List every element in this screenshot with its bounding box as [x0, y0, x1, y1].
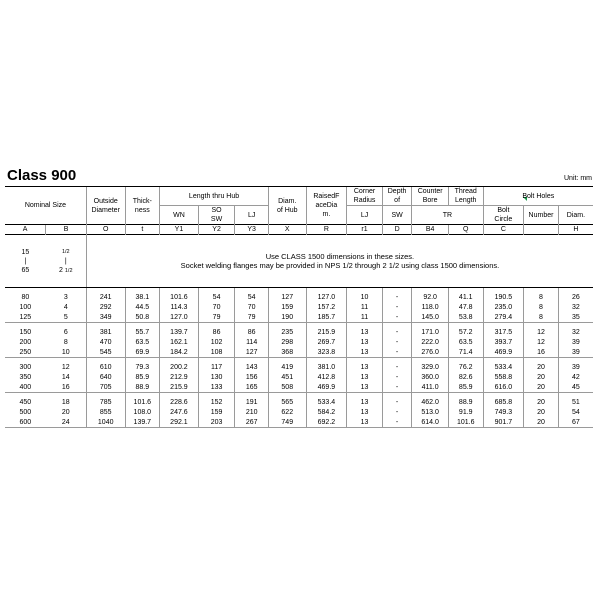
table-cell: 133 [198, 382, 235, 393]
header-wn: WN [160, 206, 199, 225]
table-cell: 114.3 [160, 302, 199, 312]
table-cell: 584.2 [306, 407, 347, 417]
table-cell: 20 [524, 393, 559, 408]
table-cell: 235 [268, 323, 306, 338]
table-row [5, 347, 593, 358]
letter-cell: Y3 [235, 225, 269, 235]
table-cell: - [382, 337, 412, 347]
table-cell: - [382, 372, 412, 382]
table-cell: 470 [86, 337, 125, 347]
table-cell: 279.4 [483, 312, 524, 323]
table-cell: - [382, 393, 412, 408]
table-cell: 145.0 [412, 312, 449, 323]
table-cell: - [382, 288, 412, 303]
table-cell: 228.6 [160, 393, 199, 408]
letter-cell: D [382, 225, 412, 235]
table-cell: 785 [86, 393, 125, 408]
letter-cell: Y1 [160, 225, 199, 235]
table-cell: 292 [86, 302, 125, 312]
table-row [5, 372, 593, 382]
table-cell: 39 [558, 337, 593, 347]
table-cell: 16 [524, 347, 559, 358]
table-cell: 614.0 [412, 417, 449, 428]
table-cell: 13 [347, 382, 383, 393]
table-cell: 171.0 [412, 323, 449, 338]
table-cell: 156 [235, 372, 269, 382]
table-cell: 8 [524, 302, 559, 312]
table-cell: 92.0 [412, 288, 449, 303]
table-cell: 63.5 [125, 337, 160, 347]
table-cell: 3 [63, 293, 68, 301]
table-cell: 127 [268, 288, 306, 303]
table-cell: 20 [61, 408, 70, 416]
table-row [5, 302, 593, 312]
table-cell: 117 [198, 358, 235, 373]
dimension-table [5, 186, 593, 428]
table-cell: 63.5 [448, 337, 483, 347]
table-row [5, 323, 593, 338]
table-cell: 127 [235, 347, 269, 358]
table-cell: 469.9 [306, 382, 347, 393]
header-corner-radius: Corner Radius [347, 187, 383, 206]
table-cell: 400 [5, 382, 46, 393]
table-cell: 298 [268, 337, 306, 347]
table-cell: 12 [61, 363, 70, 371]
table-cell: 13 [347, 407, 383, 417]
table-cell: 162.1 [160, 337, 199, 347]
header-number: Number [524, 206, 559, 225]
table-cell: 71.4 [448, 347, 483, 358]
table-cell: 32 [558, 302, 593, 312]
table-cell: 88.9 [448, 393, 483, 408]
letter-cell: H [558, 225, 593, 235]
table-cell: 855 [86, 407, 125, 417]
table-cell: 11 [347, 302, 383, 312]
special-a-cell: 15 | 65 [5, 235, 46, 288]
table-cell: 82.6 [448, 372, 483, 382]
table-cell: 749.3 [483, 407, 524, 417]
table-cell: 13 [347, 417, 383, 428]
table-cell: 67 [558, 417, 593, 428]
table-cell: 692.2 [306, 417, 347, 428]
table-cell: 200.2 [160, 358, 199, 373]
table-cell: 100 [19, 303, 32, 311]
letter-cell: Y2 [198, 225, 235, 235]
header-letter-row [5, 225, 593, 235]
table-cell: 212.9 [160, 372, 199, 382]
table-cell: 190.5 [483, 288, 524, 303]
table-cell: 12 [524, 337, 559, 347]
table-cell: 247.6 [160, 407, 199, 417]
table-row [5, 417, 593, 428]
header-thickness: Thick- ness [125, 187, 160, 225]
letter-cell: Q [448, 225, 483, 235]
table-cell: 250 [5, 347, 46, 358]
table-cell: 269.7 [306, 337, 347, 347]
table-cell: - [382, 347, 412, 358]
header-thread-length: Thread Length [448, 187, 483, 206]
table-cell: 393.7 [483, 337, 524, 347]
table-row [5, 358, 593, 373]
table-cell: 184.2 [160, 347, 199, 358]
table-row [5, 288, 593, 303]
table-cell: 26 [558, 288, 593, 303]
table-cell: 200 [19, 338, 32, 346]
table-cell: 8 [63, 338, 68, 346]
table-cell: - [382, 312, 412, 323]
table-cell: 139.7 [125, 417, 160, 428]
table-cell: 412.8 [306, 372, 347, 382]
table-cell: 57.2 [448, 323, 483, 338]
header-diam: Diam. [558, 206, 593, 225]
special-note-cell [86, 235, 593, 288]
table-cell: 513.0 [412, 407, 449, 417]
table-row [5, 382, 593, 393]
table-cell: 79.3 [125, 358, 160, 373]
table-cell: 20 [524, 407, 559, 417]
table-cell: 20 [524, 417, 559, 428]
table-cell: 39 [558, 347, 593, 358]
table-cell: 901.7 [483, 417, 524, 428]
header-depth-of-sw: Depth of [382, 187, 412, 206]
table-cell: 18 [61, 398, 70, 406]
table-cell: 86 [198, 323, 235, 338]
letter-cell: t [125, 225, 160, 235]
table-cell: 165 [235, 382, 269, 393]
table-cell: - [382, 302, 412, 312]
table-cell: 39 [558, 358, 593, 373]
table-cell: 45 [558, 382, 593, 393]
table-cell: 54 [235, 288, 269, 303]
table-cell: 210 [235, 407, 269, 417]
table-cell: 215.9 [160, 382, 199, 393]
table-cell: 139.7 [160, 323, 199, 338]
table-cell: - [382, 407, 412, 417]
table-cell: 54 [558, 407, 593, 417]
header-length-thru-hub: Length thru Hub [160, 187, 269, 206]
table-cell: 419 [268, 358, 306, 373]
table-cell: 640 [86, 372, 125, 382]
table-cell: 42 [558, 372, 593, 382]
table-cell: 185.7 [306, 312, 347, 323]
table-cell: 76.2 [448, 358, 483, 373]
table-cell: 4 [63, 303, 68, 311]
table-cell: 143 [235, 358, 269, 373]
table-cell: 558.8 [483, 372, 524, 382]
header-raised-face-diam: RaisedF aceDia m. [306, 187, 347, 225]
table-cell: 368 [268, 347, 306, 358]
table-cell: 749 [268, 417, 306, 428]
header-counter-bore: Counter Bore [412, 187, 449, 206]
table-cell: 85.9 [125, 372, 160, 382]
table-row [5, 312, 593, 323]
table-cell: 20 [524, 372, 559, 382]
table-cell: 79 [198, 312, 235, 323]
note-line-1: Use CLASS 1500 dimensions in these sizes. [265, 252, 415, 261]
table-cell: 70 [235, 302, 269, 312]
table-cell: 13 [347, 337, 383, 347]
special-b-cell: 1/2 | 2 1/2 [46, 235, 87, 288]
table-cell: 101.6 [448, 417, 483, 428]
table-cell: 12 [524, 323, 559, 338]
table-cell: 600 [5, 417, 46, 428]
table-cell: 360.0 [412, 372, 449, 382]
table-cell: 13 [347, 347, 383, 358]
table-cell: 101.6 [160, 288, 199, 303]
table-cell: 102 [198, 337, 235, 347]
table-cell: 685.8 [483, 393, 524, 408]
table-cell: 118.0 [412, 302, 449, 312]
table-cell: 114 [235, 337, 269, 347]
table-cell: 127.0 [160, 312, 199, 323]
table-cell: 1040 [86, 417, 125, 428]
table-cell: 86 [235, 323, 269, 338]
table-cell: 616.0 [483, 382, 524, 393]
table-cell: 85.9 [448, 382, 483, 393]
table-cell: 451 [268, 372, 306, 382]
letter-cell: O [86, 225, 125, 235]
table-cell: 125 [5, 312, 46, 323]
table-cell: 24 [46, 417, 87, 428]
table-cell: 79 [235, 312, 269, 323]
unit-label: Unit: mm [564, 175, 592, 182]
table-cell: 533.4 [483, 358, 524, 373]
table-cell: 53.8 [448, 312, 483, 323]
table-cell: 6 [63, 328, 68, 336]
table-cell: 150 [19, 328, 32, 336]
header-nominal-size: Nominal Size [5, 187, 86, 225]
table-cell: 276.0 [412, 347, 449, 358]
table-cell: 70 [198, 302, 235, 312]
table-cell: 108.0 [125, 407, 160, 417]
table-cell: 20 [524, 382, 559, 393]
table-cell: 317.5 [483, 323, 524, 338]
table-cell: 235.0 [483, 302, 524, 312]
table-cell: 469.9 [483, 347, 524, 358]
table-cell: 69.9 [125, 347, 160, 358]
table-cell: 241 [86, 288, 125, 303]
table-cell: 545 [86, 347, 125, 358]
table-cell: 292.1 [160, 417, 199, 428]
table-cell: 190 [268, 312, 306, 323]
table-cell: 91.9 [448, 407, 483, 417]
letter-cell: C [483, 225, 524, 235]
table-cell: 222.0 [412, 337, 449, 347]
header-diam-of-hub: Diam. of Hub [268, 187, 306, 225]
table-cell: 411.0 [412, 382, 449, 393]
table-cell: 13 [347, 372, 383, 382]
table-cell: 152 [198, 393, 235, 408]
table-cell: 44.5 [125, 302, 160, 312]
table-cell: 203 [198, 417, 235, 428]
table-cell: 349 [86, 312, 125, 323]
table-cell: 14 [61, 373, 70, 381]
letter-cell: X [268, 225, 306, 235]
table-cell: 51 [558, 393, 593, 408]
table-row [5, 337, 593, 347]
table-cell: 381 [86, 323, 125, 338]
table-cell: 350 [19, 373, 32, 381]
letter-cell: B4 [412, 225, 449, 235]
table-cell: - [382, 417, 412, 428]
table-cell: 462.0 [412, 393, 449, 408]
table-cell: 8 [524, 312, 559, 323]
table-cell: 127.0 [306, 288, 347, 303]
table-cell: 159 [268, 302, 306, 312]
table-cell: 13 [347, 393, 383, 408]
header-so-sw: SO SW [198, 206, 235, 225]
header-tr: TR [412, 206, 483, 225]
letter-cell: B [46, 225, 87, 235]
table-cell: 5 [46, 312, 87, 323]
letter-cell: R [306, 225, 347, 235]
table-cell: 300 [19, 363, 32, 371]
letter-cell [524, 225, 559, 235]
table-cell: 80 [21, 293, 30, 301]
table-cell: 35 [558, 312, 593, 323]
table-cell: 157.2 [306, 302, 347, 312]
table-cell: 47.8 [448, 302, 483, 312]
table-cell: 13 [347, 358, 383, 373]
table-cell: 11 [347, 312, 383, 323]
table-row [5, 407, 593, 417]
table-cell: 500 [19, 408, 32, 416]
header-corner-lj: LJ [347, 206, 383, 225]
note-line-2: Socket welding flanges may be provided in NPS 1/2 through 2 1/2 using class 1500 dimensions. [180, 261, 500, 270]
table-cell: 108 [198, 347, 235, 358]
table-cell: 533.4 [306, 393, 347, 408]
table-cell: 88.9 [125, 382, 160, 393]
table-cell: 130 [198, 372, 235, 382]
letter-cell: r1 [347, 225, 383, 235]
table-cell: 50.8 [125, 312, 160, 323]
table-cell: 329.0 [412, 358, 449, 373]
table-cell: - [382, 323, 412, 338]
table-cell: 20 [524, 358, 559, 373]
table-cell: 101.6 [125, 393, 160, 408]
table-cell: 41.1 [448, 288, 483, 303]
table-cell: 10 [347, 288, 383, 303]
table-cell: 450 [19, 398, 32, 406]
table-cell: - [382, 358, 412, 373]
table-cell: 622 [268, 407, 306, 417]
table-cell: 267 [235, 417, 269, 428]
header-depth-sw: SW [382, 206, 412, 225]
header-lj: LJ [235, 206, 269, 225]
table-cell: 38.1 [125, 288, 160, 303]
table-row [5, 393, 593, 408]
table-cell: 13 [347, 323, 383, 338]
header-bolt-holes: Bolt Holes [483, 187, 593, 206]
table-cell: 8 [524, 288, 559, 303]
header-row-1 [5, 187, 593, 206]
table-cell: 159 [198, 407, 235, 417]
table-cell: 381.0 [306, 358, 347, 373]
table-cell: 10 [46, 347, 87, 358]
table-cell: 610 [86, 358, 125, 373]
table-cell: 32 [558, 323, 593, 338]
table-cell: - [382, 382, 412, 393]
letter-cell: A [5, 225, 46, 235]
table-cell: 55.7 [125, 323, 160, 338]
header-outside-diameter: Outside Diameter [86, 187, 125, 225]
table-cell: 215.9 [306, 323, 347, 338]
table-cell: 323.8 [306, 347, 347, 358]
header-bolt-circle: Bolt Circle [483, 206, 524, 225]
table-cell: 565 [268, 393, 306, 408]
table-cell: 16 [46, 382, 87, 393]
table-cell: 54 [198, 288, 235, 303]
table-cell: 705 [86, 382, 125, 393]
table-cell: 191 [235, 393, 269, 408]
page-title: Class 900 [7, 167, 77, 184]
table-cell: 508 [268, 382, 306, 393]
special-sizes-row [5, 235, 593, 288]
